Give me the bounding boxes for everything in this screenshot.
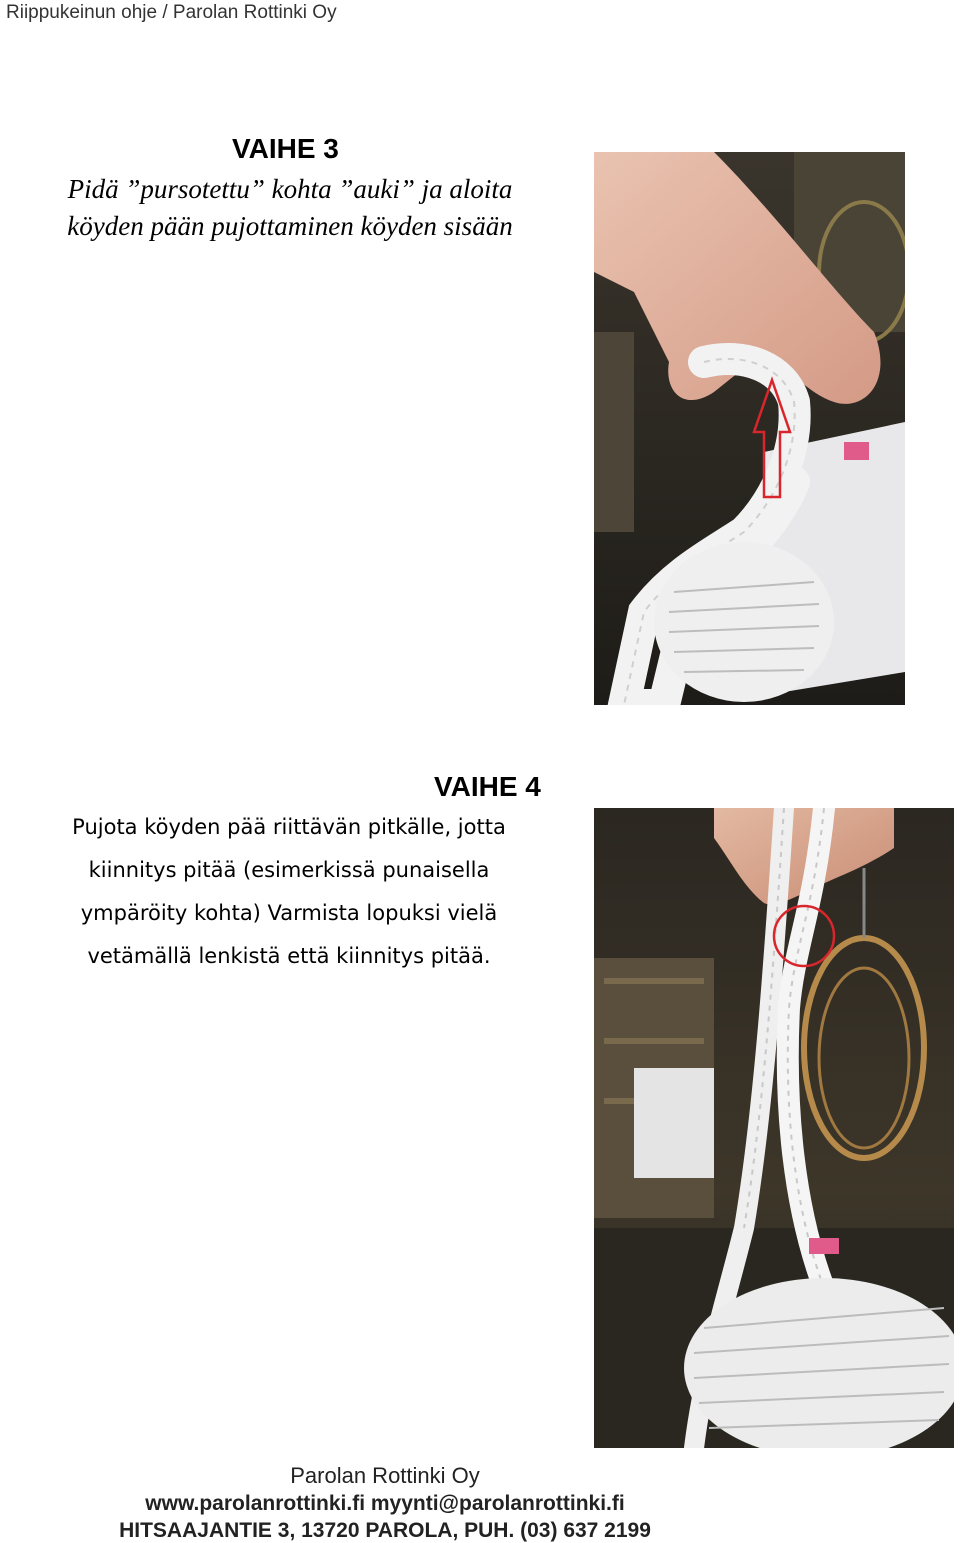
step4-text-line1: Pujota köyden pää riittävän pitkälle, jotta: [72, 815, 506, 839]
step4-title: VAIHE 4: [434, 771, 541, 802]
step4-text-line3: ympäröity kohta) Varmista lopuksi vielä: [80, 901, 498, 925]
footer-address: HITSAAJANTIE 3, 13720 PAROLA, PUH. (03) 637 2199: [119, 1519, 651, 1542]
step3-text-line1: Pidä ”pursotettu” kohta ”auki” ja aloita: [67, 174, 513, 204]
page-header: Riippukeinun ohje / Parolan Rottinki Oy: [6, 2, 337, 23]
step3-title: VAIHE 3: [232, 133, 339, 164]
step3-text-line2: köyden pään pujottaminen köyden sisään: [67, 211, 513, 241]
rope-photo-arrow-icon: [594, 152, 905, 705]
step4-text-line4: vetämällä lenkistä että kiinnitys pitää.: [87, 944, 491, 968]
step3-photo: [594, 152, 905, 705]
step4-text-line2: kiinnitys pitää (esimerkissä punaisella: [88, 858, 490, 882]
footer-contact: www.parolanrottinki.fi myynti@parolanrottinki.fi: [145, 1492, 625, 1515]
step4-photo: [594, 808, 954, 1448]
footer-company: Parolan Rottinki Oy: [290, 1463, 480, 1488]
rope-photo-circle-icon: [594, 808, 954, 1448]
